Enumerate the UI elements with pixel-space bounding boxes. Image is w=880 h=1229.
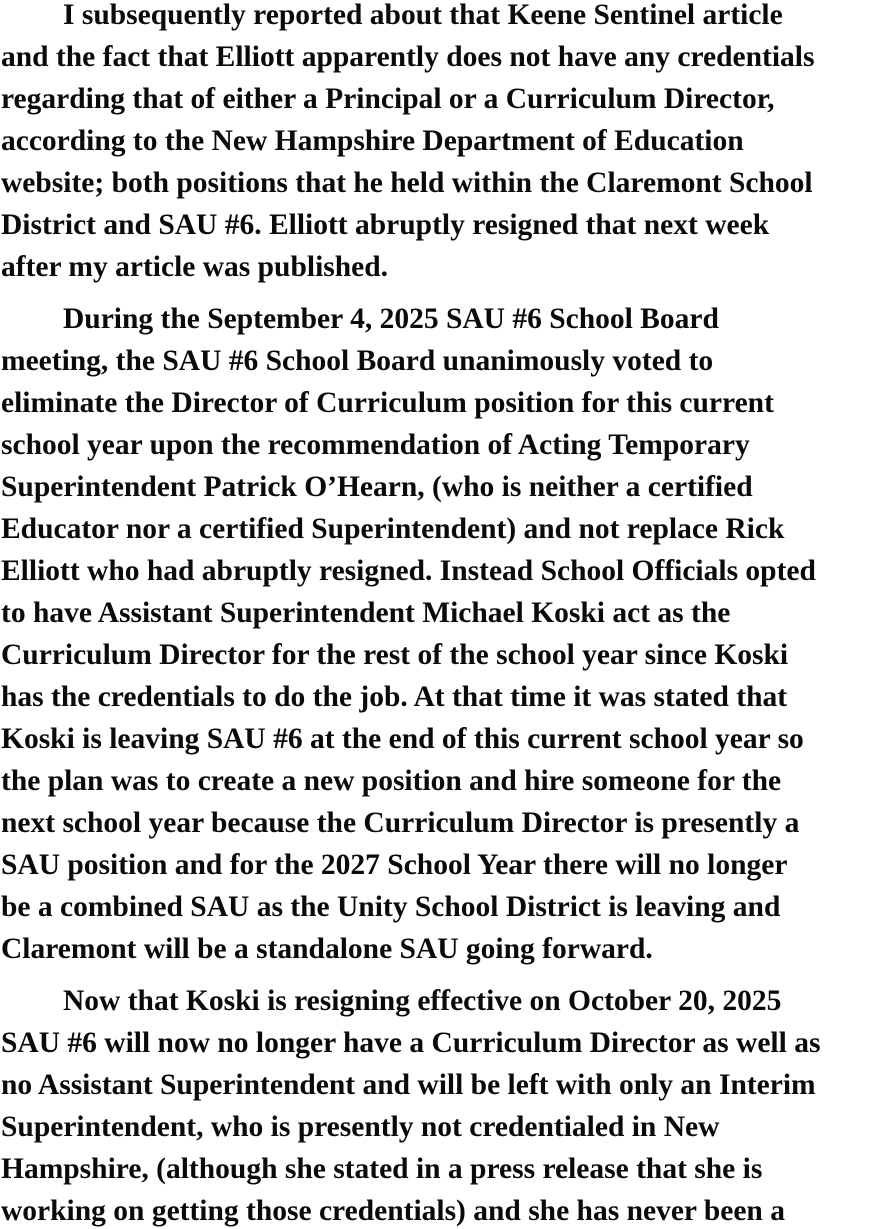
text-line: to have Assistant Superintendent Michael Koski act as the	[1, 597, 731, 629]
text-line: website; both positions that he held within the Claremont School	[1, 167, 813, 199]
text-line: be a combined SAU as the Unity School District is leaving and	[1, 891, 781, 923]
text-line: Hampshire, (although she stated in a press release that she is	[1, 1153, 763, 1185]
text-line: school year upon the recommendation of Acting Temporary	[1, 429, 750, 461]
text-line: regarding that of either a Principal or a Curriculum Director,	[1, 83, 775, 115]
text-line: Now that Koski is resigning effective on October 20, 2025	[63, 985, 782, 1017]
text-line: Educator nor a certified Superintendent) and not replace Rick	[1, 513, 785, 545]
text-line: eliminate the Director of Curriculum position for this current	[1, 387, 774, 419]
text-line: meeting, the SAU #6 School Board unanimously voted to	[1, 345, 714, 377]
text-line: SAU #6 will now no longer have a Curriculum Director as well as	[1, 1027, 821, 1059]
text-line: During the September 4, 2025 SAU #6 School Board	[63, 303, 719, 335]
text-line: Koski is leaving SAU #6 at the end of this current school year so	[1, 723, 804, 755]
text-line: next school year because the Curriculum Director is presently a	[1, 807, 800, 839]
text-line: the plan was to create a new position and hire someone for the	[1, 765, 782, 797]
text-line: Claremont will be a standalone SAU going forward.	[1, 933, 653, 965]
text-line: after my article was published.	[1, 251, 389, 283]
text-line: Curriculum Director for the rest of the school year since Koski	[1, 639, 789, 671]
text-line: SAU position and for the 2027 School Year there will no longer	[1, 849, 788, 881]
text-line: I subsequently reported about that Keene Sentinel article	[63, 0, 783, 31]
paragraph-1	[1, 0, 880, 288]
text-line: no Assistant Superintendent and will be left with only an Interim	[1, 1069, 816, 1101]
text-line: and the fact that Elliott apparently does not have any credentials	[1, 41, 815, 73]
text-line: according to the New Hampshire Department of Education	[1, 125, 744, 157]
text-line: working on getting those credentials) and she has never been a	[1, 1195, 785, 1227]
text-line: Superintendent, who is presently not credentialed in New	[1, 1111, 720, 1143]
paragraph-2	[1, 298, 880, 970]
text-line: has the credentials to do the job. At that time it was stated that	[1, 681, 788, 713]
text-line: District and SAU #6. Elliott abruptly resigned that next week	[1, 209, 770, 241]
paragraph-3	[1, 980, 880, 1229]
text-line: Superintendent Patrick O’Hearn, (who is neither a certified	[1, 471, 753, 503]
text-line: Elliott who had abruptly resigned. Instead School Officials opted	[1, 555, 816, 587]
